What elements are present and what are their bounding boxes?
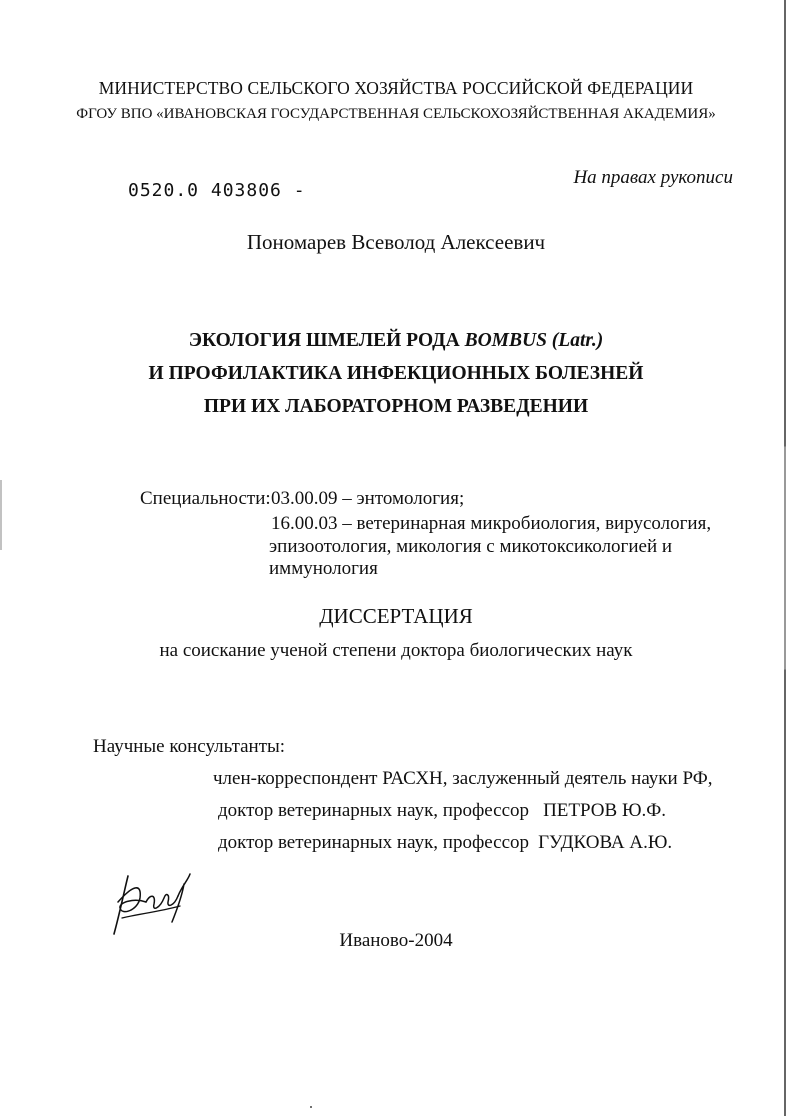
specialty-item-2-line-3: иммунология <box>269 558 378 579</box>
place-year: Иваново-2004 <box>339 930 453 951</box>
author-name: Пономарев Всеволод Алексеевич <box>246 230 546 254</box>
title-line-3: ПРИ ИХ ЛАБОРАТОРНОМ РАЗВЕДЕНИИ <box>203 396 589 417</box>
specialties-label: Специальности: <box>140 488 271 509</box>
scan-speck <box>310 1106 312 1108</box>
consultant-2-role: доктор ветеринарных наук, профессор <box>218 832 530 853</box>
consultant-1-name: ПЕТРОВ Ю.Ф. <box>543 800 666 821</box>
title-line-2: И ПРОФИЛАКТИКА ИНФЕКЦИОННЫХ БОЛЕЗНЕЙ <box>148 363 644 384</box>
rights-note: На правах рукописи <box>573 167 733 188</box>
ministry-header: МИНИСТЕРСТВО СЕЛЬСКОГО ХОЗЯЙСТВА РОССИЙСКОЙ ФЕДЕРАЦИИ <box>98 78 694 98</box>
academy-header: ФГОУ ВПО «ИВАНОВСКАЯ ГОСУДАРСТВЕННАЯ СЕЛЬСКОХОЗЯЙСТВЕННАЯ АКАДЕМИЯ» <box>76 106 716 122</box>
consultant-1-role: доктор ветеринарных наук, профессор <box>218 800 530 821</box>
specialty-item-1: 03.00.09 – энтомология; <box>271 488 465 509</box>
handwritten-signature <box>110 872 194 938</box>
title-line-1 <box>0 330 792 352</box>
consultant-2-entry <box>218 832 672 854</box>
specialty-item-2-line-2: эпизоотология, микология с микотоксикологией и <box>269 536 673 557</box>
title-line-1-prefix: ЭКОЛОГИЯ ШМЕЛЕЙ РОДА <box>188 330 465 351</box>
title-genus: BOMBUS (Latr.) <box>464 330 604 351</box>
dissertation-subheading: на соискание ученой степени доктора биологических наук <box>159 640 633 661</box>
consultant-1-entry <box>218 800 666 822</box>
dissertation-heading: ДИССЕРТАЦИЯ <box>319 604 473 628</box>
consultant-1-title: член-корреспондент РАСХН, заслуженный деятель науки РФ, <box>213 768 713 789</box>
consultant-2-name: ГУДКОВА А.Ю. <box>538 832 673 853</box>
consultants-label: Научные консультанты: <box>93 736 286 757</box>
specialty-item-2-line-1: 16.00.03 – ветеринарная микробиология, вирусология, <box>271 513 712 534</box>
stamp-code: 0520.0 403806 - <box>128 180 306 201</box>
scan-edge-left <box>0 480 2 550</box>
